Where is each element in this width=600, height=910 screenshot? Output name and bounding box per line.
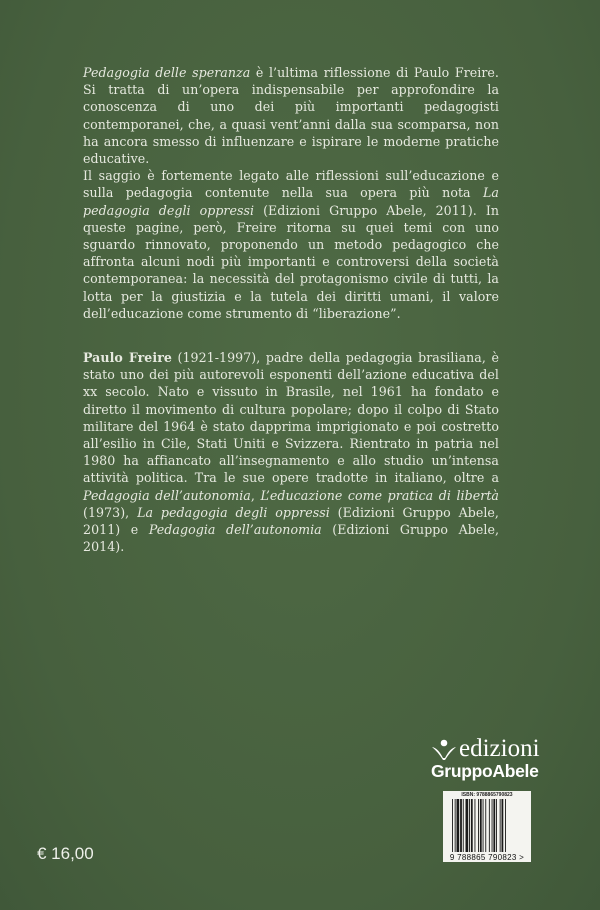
text-segment: La pedagogia degli oppressi <box>137 504 330 520</box>
barcode-bar <box>500 799 501 852</box>
author-bio <box>83 349 499 555</box>
text-segment: (Edizioni Gruppo Abele, 2014). <box>83 522 499 555</box>
barcode-bar <box>455 799 456 852</box>
text-segment: La pedagogia degli oppressi <box>83 185 499 218</box>
text-segment: Il saggio è fortemente legato alle riflessioni sull’educazione e sulla pedagogia contenute nella sua opera più nota <box>83 168 499 201</box>
barcode-bar <box>485 799 486 852</box>
barcode-bar <box>460 799 462 852</box>
text-segment: (1973), <box>83 504 138 520</box>
barcode-bar <box>478 799 479 852</box>
isbn-digits: 9 788865 790823 > <box>449 853 525 862</box>
text-segment: Pedagogia delle speranza <box>83 65 251 80</box>
barcode-bar <box>469 799 470 852</box>
barcode-bar <box>457 799 460 852</box>
isbn-label: ISBN: 9788865790823 <box>461 792 513 798</box>
text-segment: Paulo Freire <box>83 350 172 365</box>
text-segment: (1921-1997), padre della pedagogia brasiliana, è stato uno dei più autorevoli esponenti dell’azione educativa del xx secolo. Nato e vissuto in Brasile, nel 1961 ha fondato e diretto il movimento di cultura popolare; dopo il colpo di Stato militare del 1964 è stato dapprima imprigionato e poi costretto all’esilio in Cile, Stati Uniti e Svizzera. Rientrato in patria nel 1980 ha affiancato all’insegnamento e allo studio un’intensa attività politica. Tra le sue opere tradotte in italiano, oltre a <box>83 350 499 486</box>
text-segment: è l’ultima riflessione di Paulo Freire. Si tratta di un’opera indispensabile per approfondire la conoscenza di uno dei più importanti pedagogisti contemporanei, che, a quasi vent’anni dalla sua scomparsa, non ha ancora smesso di influenzare e ispirare le moderne pratiche educative. <box>83 65 499 167</box>
barcode-bar <box>496 799 497 852</box>
barcode-bar <box>452 799 453 852</box>
barcode-bar <box>493 799 495 852</box>
barcode-bar <box>471 799 473 852</box>
publisher-line1: edizioni <box>459 735 540 762</box>
price: € 16,00 <box>37 844 94 863</box>
barcode-bar <box>489 799 490 852</box>
barcode-bar <box>463 799 464 852</box>
barcode-bar <box>475 799 476 852</box>
text-segment: (Edizioni Gruppo Abele, 2011). In queste pagine, però, Freire ritorna su quei temi con uno sguardo rinnovato, proponendo un metodo pedagogico che affronta alcuni nodi più importanti e controversi della società contemporanea: la necessità del protagonismo civile di tutti, la lotta per la giustizia e la tutela dei diritti umani, il valore dell’educazione come strumento di “liberazione”. <box>83 202 500 321</box>
barcode-bars <box>452 799 524 852</box>
paragraph <box>83 349 499 555</box>
barcode-bar <box>492 799 493 852</box>
text-segment: (Edizioni Gruppo Abele, 2011) e <box>83 504 499 538</box>
blurb-text <box>83 64 499 322</box>
barcode-bar <box>505 799 506 852</box>
barcode <box>443 791 531 862</box>
text-segment: Pedagogia dell’autonomia <box>83 487 251 503</box>
text-segment: L’educazione come pratica di libertà <box>260 487 499 503</box>
text-segment: , <box>250 487 261 503</box>
barcode-bar <box>480 799 482 852</box>
paragraph <box>83 64 499 167</box>
barcode-bar <box>466 799 469 852</box>
publisher-line2: GruppoAbele <box>431 761 539 781</box>
barcode-bar <box>502 799 504 852</box>
paragraph <box>83 167 499 322</box>
text-segment: Pedagogia dell’autonomia <box>148 522 322 538</box>
barcode-bar <box>483 799 484 852</box>
figure-icon <box>431 739 457 761</box>
